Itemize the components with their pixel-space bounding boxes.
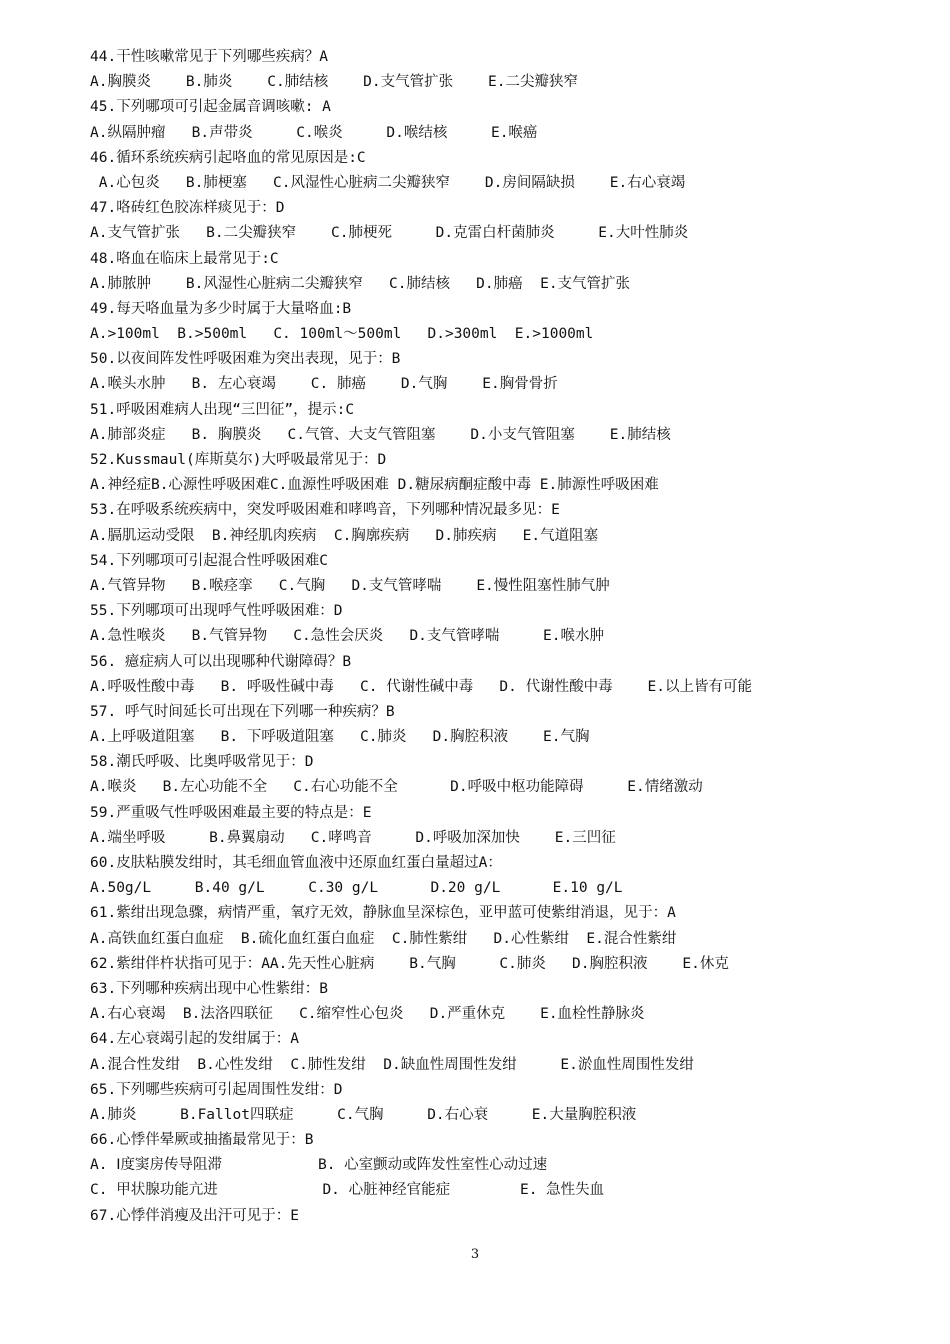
question-line: 67.心悸伴消瘦及出汗可见于：E [90, 1207, 299, 1224]
question-line: 54.下列哪项可引起混合性呼吸困难C [90, 552, 328, 569]
question-line: 60.皮肤粘膜发绀时，其毛细血管血液中还原血红蛋白量超过A： [90, 855, 502, 871]
options-line: A.气管异物 B.喉痉挛 C.气胸 D.支气管哮喘 E.慢性阻塞性肺气肿 [90, 577, 610, 594]
options-line: A.50g/L B.40 g/L C.30 g/L D.20 g/L E.10 g/L [90, 880, 623, 897]
question-line: 65.下列哪些疾病可引起周围性发绀：D [90, 1081, 343, 1098]
options-line: A.高铁血红蛋白血症 B.硫化血红蛋白血症 C.肺性紫绀 D.心性紫绀 E.混合性紫绀 [90, 930, 677, 947]
page-number: 3 [470, 1247, 480, 1262]
question-line: 53.在呼吸系统疾病中，突发呼吸困难和哮鸣音，下列哪种情况最多见：E [90, 502, 560, 519]
options-line: A.端坐呼吸 B.鼻翼扇动 C.哮鸣音 D.呼吸加深加快 E.三凹征 [90, 829, 616, 846]
question-line: 63.下列哪种疾病出现中心性紫绀：B [90, 980, 328, 997]
options-line: A.>100ml B.>500ml C. 100ml～500ml D.>300ml E.>1000ml [90, 326, 594, 343]
question-line: 44.干性咳嗽常见于下列哪些疾病？A [90, 49, 328, 65]
question-line: 49.每天咯血量为多少时属于大量咯血:B [90, 300, 352, 317]
options-line: A.混合性发绀 B.心性发绀 C.肺性发绀 D.缺血性周围性发绀 E.淤血性周围性发绀 [90, 1056, 694, 1073]
options-line: A.肺脓肿 B.风湿性心脏病二尖瓣狭窄 C.肺结核 D.肺癌 E.支气管扩张 [90, 275, 631, 292]
document-page [90, 45, 920, 1229]
options-line: A.纵隔肿瘤 B.声带炎 C.喉炎 D.喉结核 E.喉癌 [90, 124, 538, 141]
options-line: A.右心衰竭 B.法洛四联征 C.缩窄性心包炎 D.严重休克 E.血栓性静脉炎 [90, 1006, 645, 1023]
question-line: 59.严重吸气性呼吸困难最主要的特点是：E [90, 804, 372, 821]
question-line: 51.呼吸困难病人出现“三凹征”，提示:C [90, 401, 355, 418]
question-line: 57. 呼气时间延长可出现在下列哪一种疾病？B [90, 703, 395, 720]
question-line: 47.咯砖红色胶冻样痰见于：D [90, 200, 285, 217]
question-line: 48.咯血在临床上最常见于:C [90, 250, 279, 267]
options-line: A.肺部炎症 B. 胸膜炎 C.气管、大支气管阻塞 D.小支气管阻塞 E.肺结核 [90, 426, 671, 443]
options-line: A. Ⅰ度窦房传导阻滞 B. 心室颤动或阵发性室性心动过速 [90, 1157, 548, 1174]
question-line: 62.紫绀伴杵状指可见于：AA.先天性心脏病 B.气胸 C.肺炎 D.胸腔积液 E.休克 [90, 955, 729, 972]
options-line: A.心包炎 B.肺梗塞 C.风湿性心脏病二尖瓣狭窄 D.房间隔缺损 E.右心衰竭 [90, 174, 686, 191]
question-line: 58.潮氏呼吸、比奥呼吸常见于：D [90, 754, 314, 771]
options-line: A.胸膜炎 B.肺炎 C.肺结核 D.支气管扩张 E.二尖瓣狭窄 [90, 74, 578, 91]
options-line: A.呼吸性酸中毒 B. 呼吸性碱中毒 C. 代谢性碱中毒 D. 代谢性酸中毒 E.以上皆有可能 [90, 678, 752, 695]
options-line: A.喉炎 B.左心功能不全 C.右心功能不全 D.呼吸中枢功能障碍 E.情绪激动 [90, 779, 703, 796]
options-line: C. 甲状腺功能亢进 D. 心脏神经官能症 E. 急性失血 [90, 1182, 605, 1199]
question-line: 50.以夜间阵发性呼吸困难为突出表现，见于：B [90, 351, 401, 368]
question-line: 46.循环系统疾病引起咯血的常见原因是:C [90, 149, 366, 166]
options-line: A.急性喉炎 B.气管异物 C.急性会厌炎 D.支气管哮喘 E.喉水肿 [90, 628, 605, 645]
options-line: A.支气管扩张 B.二尖瓣狭窄 C.肺梗死 D.克雷白杆菌肺炎 E.大叶性肺炎 [90, 225, 689, 242]
options-line: A.上呼吸道阻塞 B. 下呼吸道阻塞 C.肺炎 D.胸腔积液 E.气胸 [90, 729, 590, 746]
question-line: 56. 癔症病人可以出现哪种代谢障碍？B [90, 653, 352, 670]
options-line: A.神经症B.心源性呼吸困难C.血源性呼吸困难 D.糖尿病酮症酸中毒 E.肺源性呼吸困难 [90, 477, 659, 494]
question-line: 52.Kussmaul(库斯莫尔)大呼吸最常见于：D [90, 452, 387, 468]
question-line: 55.下列哪项可出现呼气性呼吸困难：D [90, 603, 343, 620]
options-line: A.肺炎 B.Fallot四联症 C.气胸 D.右心衰 E.大量胸腔积液 [90, 1106, 637, 1123]
question-line: 45.下列哪项可引起金属音调咳嗽: A [90, 99, 331, 116]
options-line: A.喉头水肿 B. 左心衰竭 C. 肺癌 D.气胸 E.胸骨骨折 [90, 376, 558, 393]
question-line: 66.心悸伴晕厥或抽搐最常见于：B [90, 1132, 314, 1149]
question-line: 64.左心衰竭引起的发绀属于：A [90, 1031, 299, 1048]
options-line: A.膈肌运动受限 B.神经肌肉疾病 C.胸廓疾病 D.肺疾病 E.气道阻塞 [90, 527, 599, 544]
question-line: 61.紫绀出现急骤，病情严重，氧疗无效，静脉血呈深棕色，亚甲蓝可使紫绀消退，见于：A [90, 905, 676, 922]
